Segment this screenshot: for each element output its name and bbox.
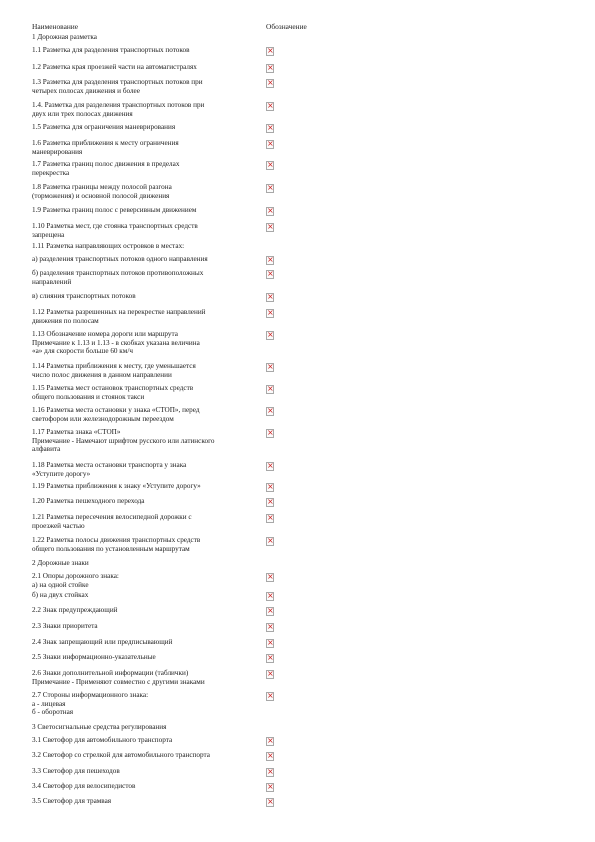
row-label: 1.5 Разметка для ограничения маневрирования: [32, 123, 176, 131]
row-label: 2.3 Знаки приоритета: [32, 622, 98, 630]
table-row: [32, 606, 290, 615]
row-label: 2.5 Знаки информационно-указательные: [32, 653, 156, 661]
broken-image-icon: [266, 184, 274, 193]
table-row: [32, 406, 290, 423]
table-row: [32, 482, 290, 491]
table-row: [32, 183, 290, 200]
column-header-name: Наименование: [32, 22, 79, 31]
broken-image-icon: [266, 692, 274, 701]
table-row: [32, 513, 290, 530]
table-row: [32, 330, 290, 356]
broken-image-icon: [266, 79, 274, 88]
row-label: 2.6 Знаки дополнительной информации (таблички) Примечание - Применяют совместно с другими знаками: [32, 669, 205, 686]
row-label: 1.12 Разметка разрешенных на перекрестке направлений движения по полосам: [32, 308, 206, 325]
broken-image-icon: [266, 607, 274, 616]
broken-image-icon: [266, 623, 274, 632]
table-row: [32, 797, 290, 806]
column-header-designation: Обозначение: [266, 22, 307, 31]
row-label: 1.4. Разметка для разделения транспортных потоков при двух или трех полосах движения: [32, 101, 205, 118]
row-label: 2.2 Знак предупреждающий: [32, 606, 118, 614]
broken-image-icon: [266, 331, 274, 340]
broken-image-icon: [266, 64, 274, 73]
row-label: 3.1 Светофор для автомобильного транспорта: [32, 736, 173, 744]
broken-image-icon: [266, 429, 274, 438]
broken-image-icon: [266, 783, 274, 792]
row-label: 1.1 Разметка для разделения транспортных потоков: [32, 46, 190, 54]
row-label: 2.4 Знак запрещающий или предписывающий: [32, 638, 173, 646]
broken-image-icon: [266, 639, 274, 648]
broken-image-icon: [266, 768, 274, 777]
table-row: [32, 206, 290, 215]
row-label: б) разделения транспортных потоков противоположных направлений: [32, 269, 204, 286]
row-label: 1.19 Разметка приближения к знаку «Уступите дорогу»: [32, 482, 201, 490]
table-row: [32, 751, 290, 760]
broken-image-icon: [266, 385, 274, 394]
table-row: [32, 63, 290, 72]
broken-image-icon: [266, 752, 274, 761]
row-label: 1.13 Обозначение номера дороги или маршрута Примечание к 1.13 и 1.13 - в скобках указана величина «a» для скорости больше 60 км/ч: [32, 330, 200, 356]
table-row: [32, 591, 290, 600]
table-row: [32, 362, 290, 379]
broken-image-icon: [266, 592, 274, 601]
table-row: [32, 101, 290, 118]
broken-image-icon: [266, 537, 274, 546]
broken-image-icon: [266, 47, 274, 56]
row-label: 2.7 Стороны информационного знака: а - лицевая б - оборотная: [32, 691, 149, 717]
broken-image-icon: [266, 256, 274, 265]
broken-image-icon: [266, 140, 274, 149]
broken-image-icon: [266, 407, 274, 416]
table-row: [32, 767, 290, 776]
broken-image-icon: [266, 207, 274, 216]
broken-image-icon: [266, 161, 274, 170]
broken-image-icon: [266, 514, 274, 523]
row-label: б) на двух стойках: [32, 591, 89, 599]
table-row: [32, 638, 290, 647]
row-label: 1.8 Разметка границы между полосой разгона (торможения) и основной полосой движения: [32, 183, 172, 200]
broken-image-icon: [266, 670, 274, 679]
row-label: 1.21 Разметка пересечения велосипедной дорожки с проезжей частью: [32, 513, 192, 530]
row-label: 1.3 Разметка для разделения транспортных потоков при четырех полосах движения и более: [32, 78, 203, 95]
row-label: 1.2 Разметка края проезжей части на автомагистралях: [32, 63, 197, 71]
row-label: 1.10 Разметка мест, где стоянка транспортных средств запрещена: [32, 222, 198, 239]
row-label: 1.16 Разметка места остановки у знака «СТОП», перед светофором или железнодорожным переездом: [32, 406, 200, 423]
table-row: [32, 653, 290, 662]
table-row: [32, 255, 290, 264]
table-row: [32, 78, 290, 95]
table-row: [32, 572, 290, 589]
table-row: [32, 160, 290, 177]
row-label: 3 Светосигнальные средства регулирования: [32, 723, 167, 731]
row-label: 3.2 Светофор со стрелкой для автомобильного транспорта: [32, 751, 210, 759]
row-label: в) слияния транспортных потоков: [32, 292, 136, 300]
table-row: [32, 308, 290, 325]
broken-image-icon: [266, 293, 274, 302]
row-label: 2 Дорожные знаки: [32, 559, 89, 567]
broken-image-icon: [266, 124, 274, 133]
row-label: 1.7 Разметка границ полос движения в пределах перекрестка: [32, 160, 180, 177]
row-label: 1.18 Разметка места остановки транспорта у знака «Уступите дорогу»: [32, 461, 187, 478]
broken-image-icon: [266, 483, 274, 492]
broken-image-icon: [266, 462, 274, 471]
row-label: 1.22 Разметка полосы движения транспортных средств общего пользования по установленным маршрутам: [32, 536, 201, 553]
table-row: [32, 622, 290, 631]
table-row: [32, 669, 290, 686]
row-label: 3.4 Светофор для велосипедистов: [32, 782, 136, 790]
broken-image-icon: [266, 573, 274, 582]
table-row: [32, 139, 290, 156]
table-row: [32, 691, 290, 717]
table-row: [32, 33, 290, 42]
table-row: [32, 461, 290, 478]
table-row: [32, 536, 290, 553]
broken-image-icon: [266, 309, 274, 318]
row-label: а) разделения транспортных потоков одного направления: [32, 255, 208, 263]
broken-image-icon: [266, 798, 274, 807]
row-label: 2.1 Опоры дорожного знака: а) на одной стойке: [32, 572, 119, 589]
table-row: [32, 428, 290, 454]
row-label: 1.20 Разметка пешеходного перехода: [32, 497, 145, 505]
broken-image-icon: [266, 223, 274, 232]
broken-image-icon: [266, 363, 274, 372]
table-row: [32, 242, 290, 251]
table-row: [32, 269, 290, 286]
table-row: [32, 123, 290, 132]
table-row: [32, 497, 290, 506]
broken-image-icon: [266, 270, 274, 279]
table-row: [32, 384, 290, 401]
table-row: [32, 46, 290, 55]
broken-image-icon: [266, 498, 274, 507]
row-label: 1 Дорожная разметка: [32, 33, 97, 41]
table-row: [32, 736, 290, 745]
broken-image-icon: [266, 737, 274, 746]
row-label: 1.6 Разметка приближения к месту ограничения маневрирования: [32, 139, 179, 156]
row-label: 3.5 Светофор для трамвая: [32, 797, 112, 805]
row-label: 1.17 Разметка знака «СТОП» Примечание - Намечают шрифтом русского или латинского алфавита: [32, 428, 215, 454]
broken-image-icon: [266, 654, 274, 663]
row-label: 1.14 Разметка приближения к месту, где уменьшается число полос движения в данном направлении: [32, 362, 196, 379]
row-label: 1.15 Разметка мест остановок транспортных средств общего пользования и стоянок такси: [32, 384, 194, 401]
table-row: [32, 559, 290, 568]
row-label: 1.9 Разметка границ полос с реверсивным движением: [32, 206, 197, 214]
row-label: 3.3 Светофор для пешеходов: [32, 767, 120, 775]
row-label: 1.11 Разметка направляющих островков в местах:: [32, 242, 185, 250]
table-row: [32, 292, 290, 301]
table-row: [32, 782, 290, 791]
broken-image-icon: [266, 102, 274, 111]
table-row: [32, 723, 290, 732]
table-row: [32, 222, 290, 239]
